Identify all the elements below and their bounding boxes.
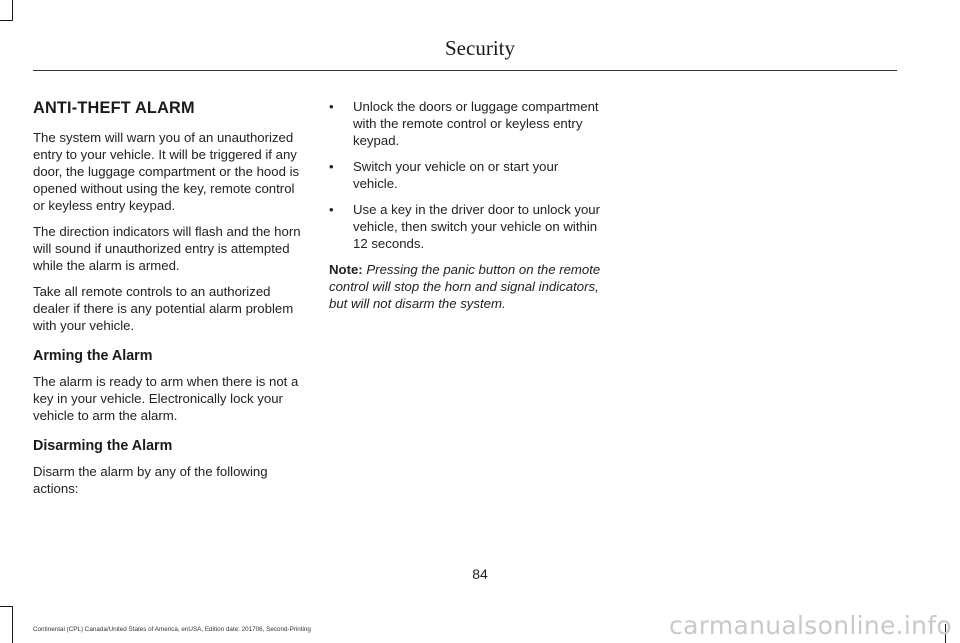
right-column	[329, 98, 605, 321]
page-number: 84	[472, 566, 488, 582]
list-item-text: Switch your vehicle on or start your vehicle.	[353, 159, 559, 191]
intro-paragraph-1: The system will warn you of an unauthorized entry to your vehicle. It will be triggered if any door, the luggage compartment or the hood is opened without using the key, remote control or keyless entry keypad.	[33, 130, 300, 213]
disarm-actions-list	[329, 98, 605, 252]
list-item-text: Use a key in the driver door to unlock your vehicle, then switch your vehicle on within 12 seconds.	[353, 202, 601, 251]
header-divider	[33, 70, 897, 71]
arming-text: The alarm is ready to arm when there is not a key in your vehicle. Electronically lock your vehicle to arm the alarm.	[33, 374, 299, 423]
list-item	[329, 158, 605, 192]
disarming-text: Disarm the alarm by any of the following actions:	[33, 464, 268, 496]
note	[329, 261, 605, 312]
crop-mark-bottom-left-v	[12, 606, 13, 643]
intro-paragraph-3: Take all remote controls to an authorized dealer if there is any potential alarm problem with your vehicle.	[33, 284, 294, 333]
page-header-title: Security	[445, 36, 515, 60]
left-column	[33, 98, 309, 506]
crop-mark-bottom-left-h	[0, 606, 13, 607]
list-item	[329, 98, 605, 149]
note-text: Pressing the panic button on the remote control will stop the horn and signal indicators, but will not disarm the system.	[329, 262, 601, 311]
bullet-icon: •	[329, 99, 334, 114]
arming-title: Arming the Alarm	[33, 348, 153, 364]
bullet-icon: •	[329, 159, 334, 174]
section-title: ANTI-THEFT ALARM	[33, 99, 195, 117]
bullet-icon: •	[329, 202, 334, 217]
list-item	[329, 201, 605, 252]
watermark: carmanualsonline.info	[669, 611, 952, 640]
note-label: Note:	[329, 262, 363, 277]
footer-edition-info: Continental (CPL) Canada/United States of America, enUSA, Edition date: 201706, Second-Printing	[33, 626, 311, 633]
crop-mark-top-left-h	[0, 20, 13, 21]
disarming-title: Disarming the Alarm	[33, 438, 173, 454]
crop-mark-top-left-v	[12, 0, 13, 20]
intro-paragraph-2: The direction indicators will flash and the horn will sound if unauthorized entry is attempted while the alarm is armed.	[33, 224, 301, 273]
list-item-text: Unlock the doors or luggage compartment with the remote control or keyless entry keypad.	[353, 99, 599, 148]
